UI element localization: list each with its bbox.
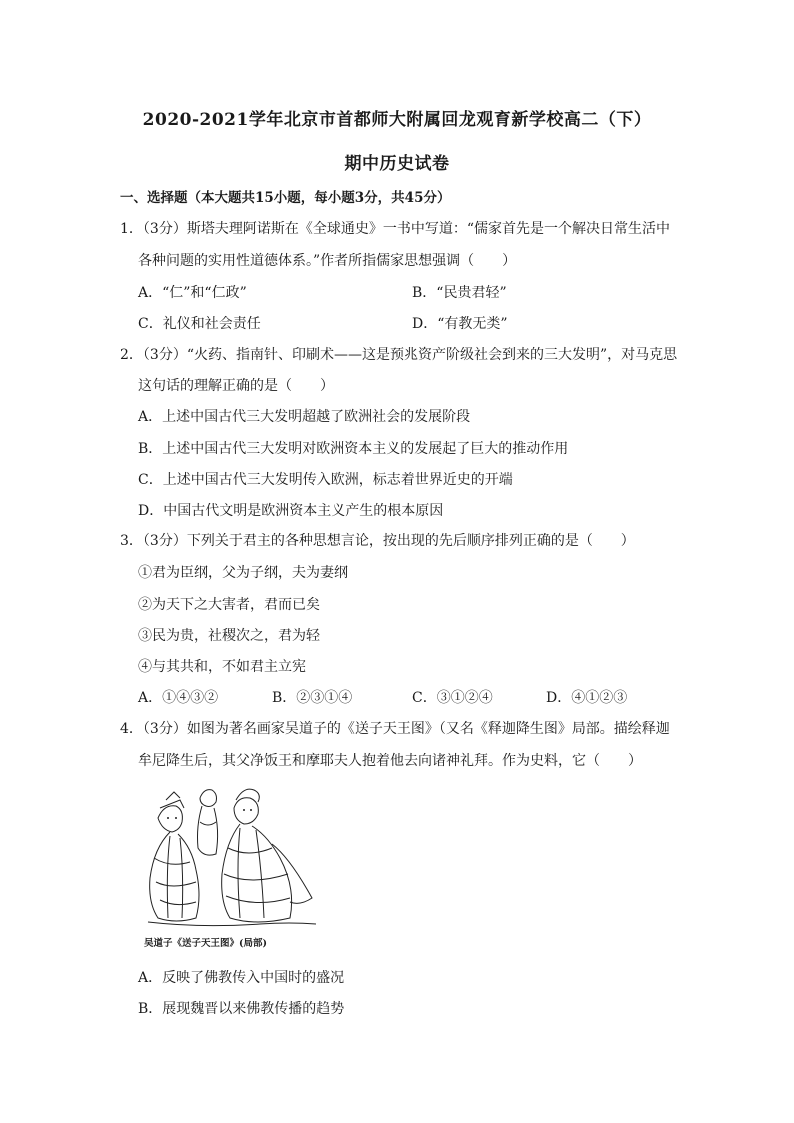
question-3-option-c[interactable]: C．③①②④ [412, 690, 493, 706]
question-3-option-b[interactable]: B．②③①④ [272, 690, 353, 706]
question-4-option-a[interactable]: A．反映了佛教传入中国时的盛况 [138, 970, 345, 986]
question-4-stem-line1: 4．（3分）如图为著名画家吴道子的《送子天王图》（又名《释迦降生图》局部。描绘释迦 [120, 721, 670, 737]
question-3-statement-3: ③民为贵，社稷次之，君为轻 [138, 628, 320, 644]
question-3-statement-1: ①君为臣纲，父为子纲，夫为妻纲 [138, 565, 348, 581]
section-heading: 一、选择题（本大题共15小题，每小题3分，共45分） [120, 190, 451, 206]
question-2-stem-line1: 2．（3分）“火药、指南针、印刷术——这是预兆资产阶级社会到来的三大发明”，对马克思 [120, 347, 678, 363]
question-3-statement-4: ④与其共和，不如君主立宪 [138, 659, 306, 675]
question-1-option-c[interactable]: C．礼仪和社会责任 [138, 316, 261, 332]
figure-caption: 吴道子《送子天王图》(局部) [144, 938, 267, 949]
question-1-option-a[interactable]: A．“仁”和“仁政” [138, 285, 247, 301]
question-1-stem-line2: 各种问题的实用性道德体系。”作者所指儒家思想强调（ ） [138, 253, 517, 269]
question-3-statement-2: ②为天下之大害者，君而已矣 [138, 597, 320, 613]
question-2-option-c[interactable]: C．上述中国古代三大发明传入欧洲，标志着世界近史的开端 [138, 472, 513, 488]
question-3-option-a[interactable]: A．①④③② [138, 690, 219, 706]
question-2-option-d[interactable]: D．中国古代文明是欧洲资本主义产生的根本原因 [138, 503, 444, 519]
question-1-option-d[interactable]: D．“有教无类” [412, 316, 508, 332]
question-1-option-b[interactable]: B．“民贵君轻” [412, 285, 507, 301]
question-1-stem-line1: 1．（3分）斯塔夫理阿诺斯在《全球通史》一书中写道：“儒家首先是一个解决日常生活中 [120, 221, 670, 237]
question-4-stem-line2: 牟尼降生后，其父净饭王和摩耶夫人抱着他去向诸神礼拜。作为史料，它（ ） [138, 753, 642, 769]
question-3-option-d[interactable]: D．④①②③ [546, 690, 628, 706]
question-2-option-b[interactable]: B．上述中国古代三大发明对欧洲资本主义的发展起了巨大的推动作用 [138, 441, 569, 457]
question-3-stem: 3．（3分）下列关于君主的各种思想言论，按出现的先后顺序排列正确的是（ ） [120, 533, 635, 549]
page-title: 2020-2021学年北京市首都师大附属回龙观育新学校高二（下） [142, 110, 652, 130]
question-2-option-a[interactable]: A．上述中国古代三大发明超越了欧洲社会的发展阶段 [138, 409, 471, 425]
painting-illustration [140, 778, 318, 928]
question-4-option-b[interactable]: B．展现魏晋以来佛教传播的趋势 [138, 1001, 345, 1017]
page-subtitle: 期中历史试卷 [344, 154, 450, 174]
question-2-stem-line2: 这句话的理解正确的是（ ） [138, 378, 334, 394]
